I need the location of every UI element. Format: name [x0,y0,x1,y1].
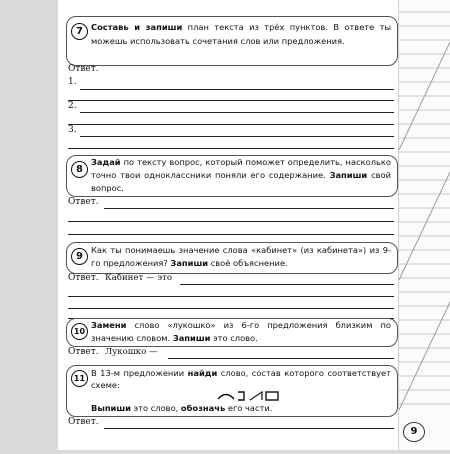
task-9-number: 9 [71,248,88,265]
task-7-box [66,16,398,66]
task-8-text [91,156,391,195]
task-9-line-3 [68,297,394,309]
task-8-number: 8 [71,161,88,178]
task-10-text [91,319,391,345]
task-7-number: 7 [71,23,88,40]
task-11-line2 [91,402,391,414]
answer-line[interactable] [68,148,394,149]
task-11-body-b2: его части. [225,403,273,413]
task-9-answer [68,273,394,285]
task-7-text [91,20,391,48]
workbook-page [58,0,450,450]
answer-line[interactable] [168,358,394,359]
task-8-answer [68,197,394,209]
task-11-bold-b2: обозначь [180,403,226,413]
item-1-label: 1. [68,77,77,87]
answer-line[interactable] [68,234,394,235]
answer-label: Ответ. [68,64,99,74]
task-7-line-2b [68,113,394,125]
task-11-number: 11 [71,370,88,387]
task-9-body-a: Как ты понимаешь значение слова «кабинет» (из кабинета») из 9-го предложения? [91,245,391,268]
task-7-bold: Составь и запиши [91,22,183,32]
task-10-answer [68,347,394,359]
tasks-column [66,0,396,450]
task-10-body-a: слово «лукошко» из 6-го предложения близким по значению словом. [91,320,391,343]
task-7-line-1b [68,89,394,101]
margin-lines-graphic [399,0,450,450]
item-2-label: 2. [68,101,77,111]
page-number: 9 [403,422,425,442]
task-9-box [66,242,398,274]
task-7-item-3 [68,125,394,137]
task-10-bold-a: Замени [91,320,127,330]
task-11-text [91,367,391,391]
item-3-label: 3. [68,125,77,135]
task-11-body-b: слово, состав которого соответствует схеме: [91,368,391,390]
answer-line[interactable] [104,208,394,209]
answer-line[interactable] [104,428,394,429]
task-11-body-a: В 13-м предложении [91,368,188,378]
answer-label: Ответ. [68,197,99,207]
task-10-prefilled: Лукошко — [105,347,158,357]
task-7-body: план текста из трёх пунктов. В ответе ты можешь использовать сочетания слов или предложения. [91,22,391,46]
task-9-body-b: своё объяснение. [208,258,288,268]
task-11-body-a2: это слово, [131,403,181,413]
task-11-bold-a2: Выпиши [91,403,131,413]
task-10-body-b: это слово. [210,333,258,343]
answer-label: Ответ. [68,273,99,283]
task-10-box [66,318,398,347]
margin-strip [398,0,450,450]
answer-line[interactable] [68,221,394,222]
task-7-line-3b [68,137,394,149]
task-8-line-2 [68,210,394,222]
task-8-line-3 [68,223,394,235]
task-11-bold: найди [187,368,218,378]
task-10-number: 10 [71,323,88,340]
task-10-bold-b: Запиши [172,333,211,343]
task-7-item-2 [68,101,394,113]
answer-label: Ответ. [68,417,99,427]
task-8-body-a: по тексту вопрос, который поможет определить, насколько точно твои одноклассники поняли его содержание. [91,157,391,180]
answer-label: Ответ. [68,347,99,357]
task-11-answer [68,417,394,429]
task-8-box [66,155,398,197]
task-9-prefilled: Кабинет — это [105,273,173,283]
morpheme-scheme-icon [216,389,280,403]
task-8-bold-b: Запиши [329,170,368,180]
task-9-bold: Запиши [170,258,209,268]
task-8-body-b: свой вопрос. [91,170,391,193]
task-7-answer [68,64,394,77]
task-9-text [91,244,391,270]
task-8-bold-a: Задай [91,157,121,167]
task-9-line-2 [68,285,394,297]
